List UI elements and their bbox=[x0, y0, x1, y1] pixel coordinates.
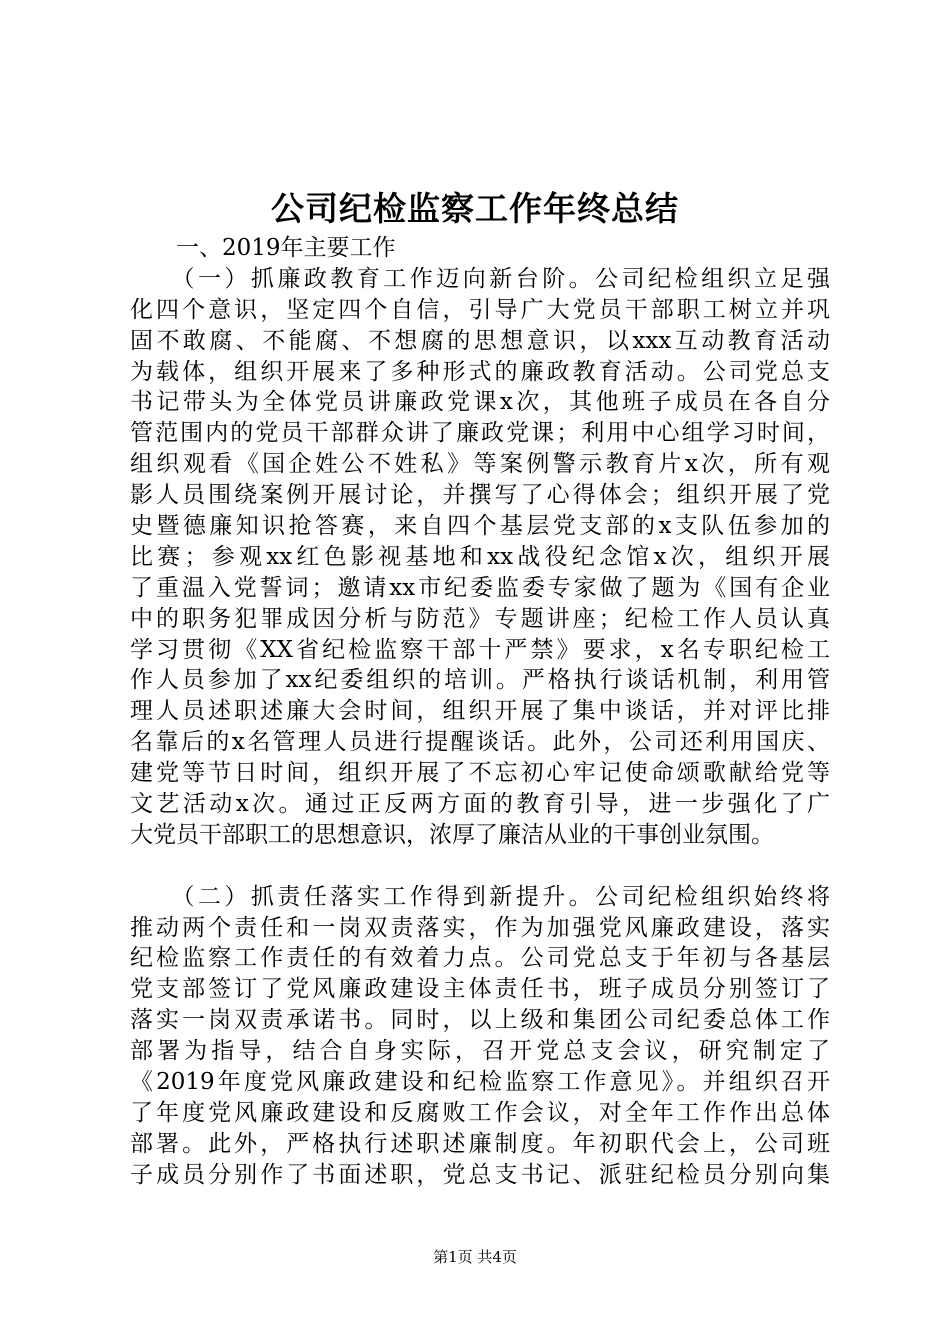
document-body bbox=[130, 233, 830, 1191]
text-line: 管范围内的党员干部群众讲了廉政党课；利用中心组学习时间， bbox=[130, 420, 830, 447]
page-footer: 第1页 共4页 bbox=[433, 1248, 517, 1266]
text-line: （一）抓廉政教育工作迈向新台阶。公司纪检组织立足强 bbox=[130, 265, 830, 292]
text-line: 了重温入党誓词；邀请xx市纪委监委专家做了题为《国有企业 bbox=[130, 574, 830, 601]
text-line: 建党等节日时间，组织开展了不忘初心牢记使命颂歌献给党等 bbox=[130, 760, 830, 787]
text-line: 文艺活动x次。通过正反两方面的教育引导，进一步强化了广 bbox=[130, 791, 830, 818]
text-line: （二）抓责任落实工作得到新提升。公司纪检组织始终将 bbox=[130, 883, 830, 910]
section-heading: 一、2019年主要工作 bbox=[130, 235, 396, 261]
text-line: 子成员分别作了书面述职，党总支书记、派驻纪检员分别向集 bbox=[130, 1161, 830, 1188]
text-line: 中的职务犯罪成因分析与防范》专题讲座；纪检工作人员认真 bbox=[130, 605, 830, 632]
text-line: 落实一岗双责承诺书。同时，以上级和集团公司纪委总体工作 bbox=[130, 1007, 830, 1034]
text-line: 学习贯彻《XX省纪检监察干部十严禁》要求，x名专职纪检工 bbox=[130, 636, 830, 663]
paragraph-1 bbox=[130, 264, 830, 851]
text-line: 固不敢腐、不能腐、不想腐的思想意识，以xxx互动教育活动 bbox=[130, 327, 830, 354]
text-line: 名靠后的x名管理人员进行提醒谈话。此外，公司还利用国庆、 bbox=[130, 729, 830, 756]
text-line: 大党员干部职工的思想意识，浓厚了廉洁从业的干事创业氛围。 bbox=[130, 821, 774, 848]
text-line: 推动两个责任和一岗双责落实，作为加强党风廉政建设，落实 bbox=[130, 914, 830, 941]
text-line: 理人员述职述廉大会时间，组织开展了集中谈话，并对评比排 bbox=[130, 698, 830, 725]
text-line: 《2019年度党风廉政建设和纪检监察工作意见》。并组织召开 bbox=[130, 1069, 830, 1096]
paragraph-gap bbox=[130, 851, 830, 882]
text-line: 部署为指导，结合自身实际，召开党总支会议，研究制定了 bbox=[130, 1038, 830, 1065]
text-line: 史暨德廉知识抢答赛，来自四个基层党支部的x支队伍参加的 bbox=[130, 513, 830, 540]
text-line: 化四个意识，坚定四个自信，引导广大党员干部职工树立并巩 bbox=[130, 296, 830, 323]
text-line: 为载体，组织开展来了多种形式的廉政教育活动。公司党总支 bbox=[130, 358, 830, 385]
text-line: 组织观看《国企姓公不姓私》等案例警示教育片x次，所有观 bbox=[130, 451, 830, 478]
text-line: 书记带头为全体党员讲廉政党课x次，其他班子成员在各自分 bbox=[130, 389, 830, 416]
text-line: 纪检监察工作责任的有效着力点。公司党总支于年初与各基层 bbox=[130, 945, 830, 972]
text-line: 党支部签订了党风廉政建设主体责任书，班子成员分别签订了 bbox=[130, 976, 830, 1003]
text-line: 作人员参加了xx纪委组织的培训。严格执行谈话机制，利用管 bbox=[130, 667, 830, 694]
text-line: 比赛；参观xx红色影视基地和xx战役纪念馆x次，组织开展 bbox=[130, 543, 830, 570]
document-title: 公司纪检监察工作年终总结 bbox=[271, 189, 679, 228]
text-line: 部署。此外，严格执行述职述廉制度。年初职代会上，公司班 bbox=[130, 1130, 830, 1157]
text-line: 影人员围绕案例开展讨论，并撰写了心得体会；组织开展了党 bbox=[130, 482, 830, 509]
paragraph-2 bbox=[130, 882, 830, 1191]
text-line: 了年度党风廉政建设和反腐败工作会议，对全年工作作出总体 bbox=[130, 1099, 830, 1126]
